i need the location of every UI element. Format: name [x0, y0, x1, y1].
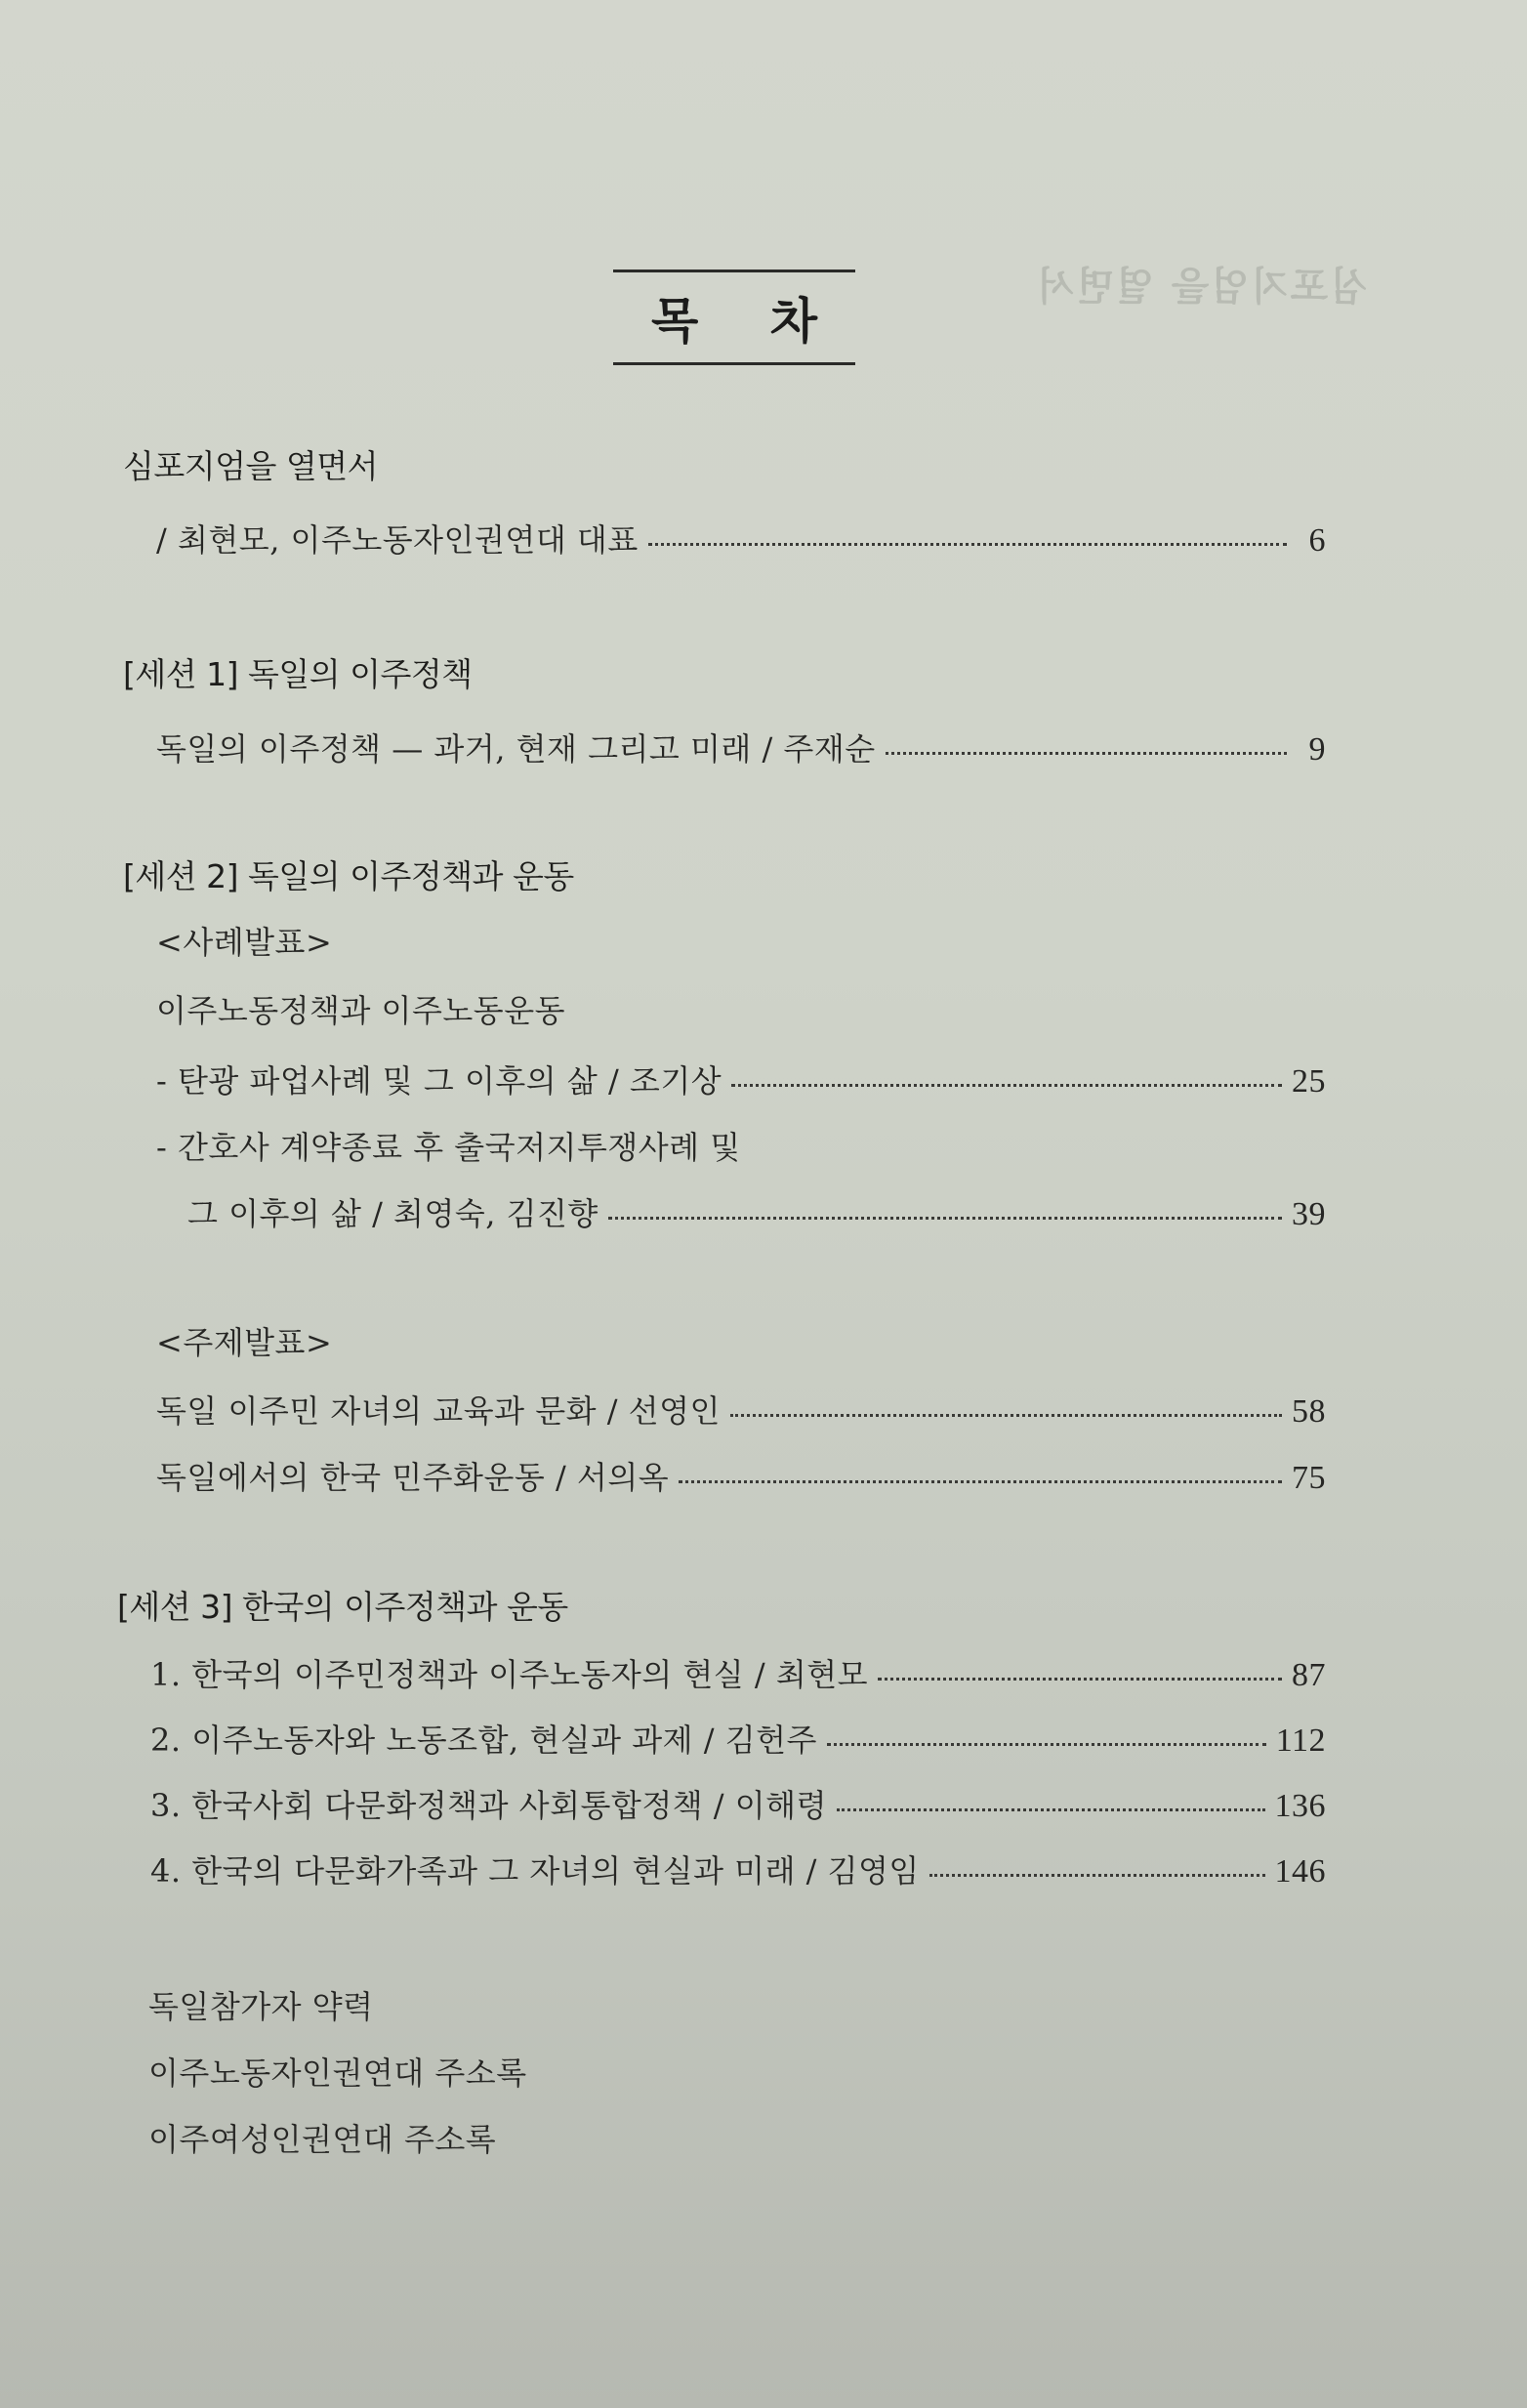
session2-heading[interactable]: [세션 2] 독일의 이주정책과 운동 — [123, 857, 574, 895]
toc-entry[interactable] — [156, 1453, 1326, 1498]
case-subheading: 이주노동정책과 이주노동운동 — [156, 992, 566, 1029]
page-number: 146 — [1274, 1853, 1326, 1889]
opening-heading[interactable]: 심포지엄을 열면서 — [123, 447, 379, 485]
page-number: 25 — [1292, 1063, 1326, 1100]
toc-entry[interactable] — [150, 1781, 1326, 1826]
toc-entry-opening[interactable] — [156, 516, 1326, 560]
entry-title: 독일의 이주정책 — 과거, 현재 그리고 미래 / 주재순 — [156, 730, 876, 768]
page-number: 39 — [1292, 1196, 1326, 1232]
appendix-item-participant-bios[interactable]: 독일참가자 약력 — [148, 1988, 374, 2025]
entry-title: - 탄광 파업사례 및 그 이후의 삶 / 조기상 — [156, 1062, 722, 1100]
page-title: 목 차 — [650, 293, 845, 350]
dot-leader — [679, 1480, 1282, 1483]
toc-entry[interactable] — [156, 1387, 1326, 1432]
toc-entry[interactable] — [156, 1057, 1326, 1101]
page-number: 136 — [1274, 1788, 1326, 1824]
page-number: 6 — [1308, 522, 1326, 559]
entry-title: 2. 이주노동자와 노동조합, 현실과 과제 / 김헌주 — [150, 1722, 817, 1759]
dot-leader — [837, 1808, 1264, 1811]
page-number: 112 — [1275, 1723, 1326, 1759]
entry-title: / 최현모, 이주노동자인권연대 대표 — [156, 521, 639, 559]
page-number: 75 — [1292, 1460, 1326, 1496]
page-number: 58 — [1292, 1393, 1326, 1430]
dot-leader — [886, 752, 1287, 755]
toc-entry[interactable] — [150, 1847, 1326, 1891]
session3-heading[interactable]: [세션 3] 한국의 이주정책과 운동 — [117, 1588, 568, 1626]
entry-title: 3. 한국사회 다문화정책과 사회통합정책 / 이해령 — [150, 1787, 828, 1824]
entry-title: 독일 이주민 자녀의 교육과 문화 / 선영인 — [156, 1392, 721, 1430]
dot-leader — [827, 1743, 1266, 1746]
entry-title: 1. 한국의 이주민정책과 이주노동자의 현실 / 최현모 — [150, 1656, 869, 1693]
session1-heading[interactable]: [세션 1] 독일의 이주정책 — [123, 655, 473, 693]
dot-leader — [730, 1414, 1282, 1417]
entry-title: 4. 한국의 다문화가족과 그 자녀의 현실과 미래 / 김영임 — [150, 1852, 920, 1889]
dot-leader — [929, 1874, 1265, 1877]
toc-entry[interactable] — [156, 725, 1326, 769]
toc-entry[interactable] — [150, 1716, 1326, 1761]
toc-entry[interactable] — [150, 1650, 1326, 1695]
bleed-through-text: 심포지엄을 열면서 — [1035, 265, 1369, 310]
dot-leader — [608, 1217, 1282, 1220]
appendix-item-migrant-women-directory[interactable]: 이주여성인권연대 주소록 — [148, 2121, 497, 2158]
appendix-item-migrant-workers-directory[interactable]: 이주노동자인권연대 주소록 — [148, 2055, 527, 2092]
entry-title: 독일에서의 한국 민주화운동 / 서의옥 — [156, 1459, 670, 1496]
toc-entry[interactable] — [187, 1189, 1326, 1234]
dot-leader — [731, 1084, 1282, 1087]
dot-leader — [648, 543, 1287, 546]
case-presentation-label: <사례발표> — [156, 924, 333, 961]
entry-title-line2: 그 이후의 삶 / 최영숙, 김진향 — [187, 1195, 598, 1232]
theme-presentation-label: <주제발표> — [156, 1324, 333, 1361]
toc-title-block — [613, 270, 855, 365]
page-number: 87 — [1292, 1657, 1326, 1693]
dot-leader — [878, 1678, 1282, 1681]
entry-title-line1[interactable]: - 간호사 계약종료 후 출국저지투쟁사례 및 — [156, 1129, 741, 1166]
page-number: 9 — [1308, 731, 1326, 768]
